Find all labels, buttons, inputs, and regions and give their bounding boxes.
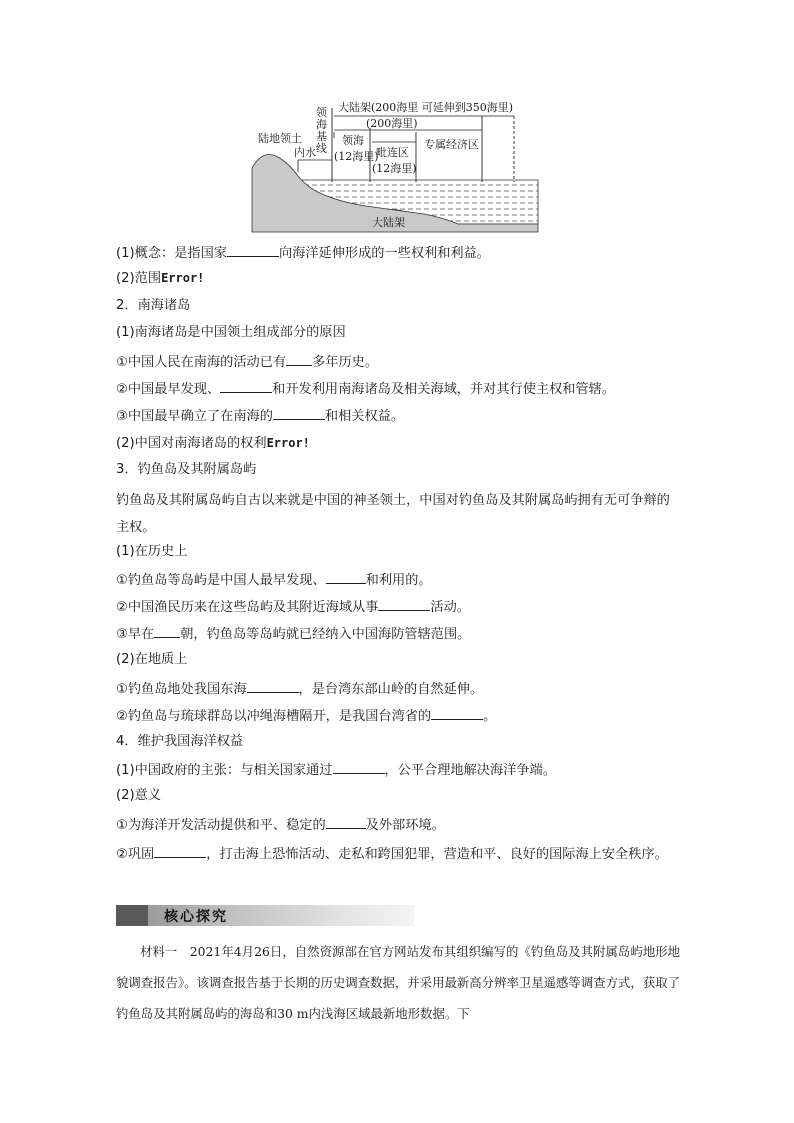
text-line: (2)范围Error!	[116, 271, 205, 286]
label-territorial-width: (12海里)	[334, 150, 379, 163]
text-line: ③早在 朝，钓鱼岛等岛屿就已经纳入中国海防管辖范围。	[116, 623, 470, 645]
label-eez: 专属经济区	[424, 138, 479, 151]
text-line: (1)概念：是指国家 向海洋延伸形成的一些权利和利益。	[116, 242, 490, 264]
fill-blank	[326, 569, 366, 584]
fill-blank	[227, 242, 279, 257]
text-line: (1)中国政府的主张：与相关国家通过 ，公平合理地解决海洋争端。	[116, 759, 556, 781]
error-marker: Error!	[266, 436, 310, 450]
section-heading: 2．南海诸岛	[116, 298, 191, 313]
paragraph: ②巩固 ，打击海上恐怖活动、走私和跨国犯罪，营造和平、良好的国际海上安全秩序。	[116, 841, 680, 869]
fill-blank	[333, 759, 385, 774]
paragraph: 钓鱼岛及其附属岛屿自古以来就是中国的神圣领土，中国对钓鱼岛及其附属岛屿拥有无可争辩的主权。	[116, 493, 670, 535]
fill-blank	[431, 705, 483, 720]
label-land: 陆地领土	[258, 132, 302, 145]
section-header-bar	[116, 905, 414, 926]
text-line: (2)在地质上	[116, 652, 188, 667]
fill-blank	[220, 378, 272, 393]
fill-blank	[154, 843, 206, 858]
label-territorial-sea: 领海	[342, 134, 364, 147]
fill-blank	[326, 814, 366, 829]
fill-blank	[378, 596, 430, 611]
text-line: ②中国最早发现、 和开发利用南海诸岛及相关海域，并对其行使主权和管辖。	[116, 378, 615, 400]
text-line: ②钓鱼岛与琉球群岛以冲绳海槽隔开，是我国台湾省的 。	[116, 705, 496, 727]
section-title: 核心探究	[164, 909, 228, 925]
label-inner-water: 内水	[294, 146, 316, 159]
label-contiguous-width: (12海里)	[372, 162, 417, 175]
text-line: ①钓鱼岛等岛屿是中国人最早发现、 和利用的。	[116, 569, 432, 591]
label-baseline-4: 线	[316, 142, 327, 155]
text-line: ①中国人民在南海的活动已有 多年历史。	[116, 351, 378, 373]
text-line: ③中国最早确立了在南海的 和相关权益。	[116, 405, 404, 427]
label-contiguous-zone: 毗连区	[376, 146, 409, 159]
label-baseline-2: 海	[316, 118, 327, 131]
maritime-zones-diagram	[248, 98, 548, 234]
section-heading: 3．钓鱼岛及其附属岛屿	[116, 462, 257, 477]
fill-blank	[247, 678, 299, 693]
section-bar-accent	[116, 905, 148, 926]
section-heading: 4．维护我国海洋权益	[116, 734, 244, 749]
text-line: ①为海洋开发活动提供和平、稳定的 及外部环境。	[116, 814, 445, 836]
text-line: (2)中国对南海诸岛的权利Error!	[116, 436, 310, 451]
label-continental-shelf: 大陆架	[372, 216, 405, 229]
fill-blank	[154, 623, 180, 638]
label-baseline-1: 领	[316, 106, 327, 119]
text-line: (1)南海诸岛是中国领土组成部分的原因	[116, 325, 346, 340]
text-line: ②中国渔民历来在这些岛屿及其附近海域从事 活动。	[116, 596, 470, 618]
error-marker: Error!	[161, 271, 205, 285]
fill-blank	[273, 405, 325, 420]
text-line: (1)在历史上	[116, 544, 188, 559]
label-shelf: 大陆架(200海里 可延伸到350海里)	[338, 101, 514, 114]
label-baseline-3: 基	[316, 130, 327, 143]
text-line: ①钓鱼岛地处我国东海 ，是台湾东部山岭的自然延伸。	[116, 678, 483, 700]
text-line: (2)意义	[116, 788, 162, 803]
material-paragraph: 材料一 2021年4月26日，自然资源部在官方网站发布其组织编写的《钓鱼岛及其附属岛屿地形地貌调查报告》。该调查报告基于长期的历史调查数据，并采用最新高分辨率卫星遥感等调查方式，获取了钓鱼岛及其附属岛屿的海岛和30 m内浅海区域最新地形数据。下	[116, 944, 680, 1021]
fill-blank	[286, 351, 312, 366]
label-eez-distance: (200海里)	[366, 117, 418, 130]
